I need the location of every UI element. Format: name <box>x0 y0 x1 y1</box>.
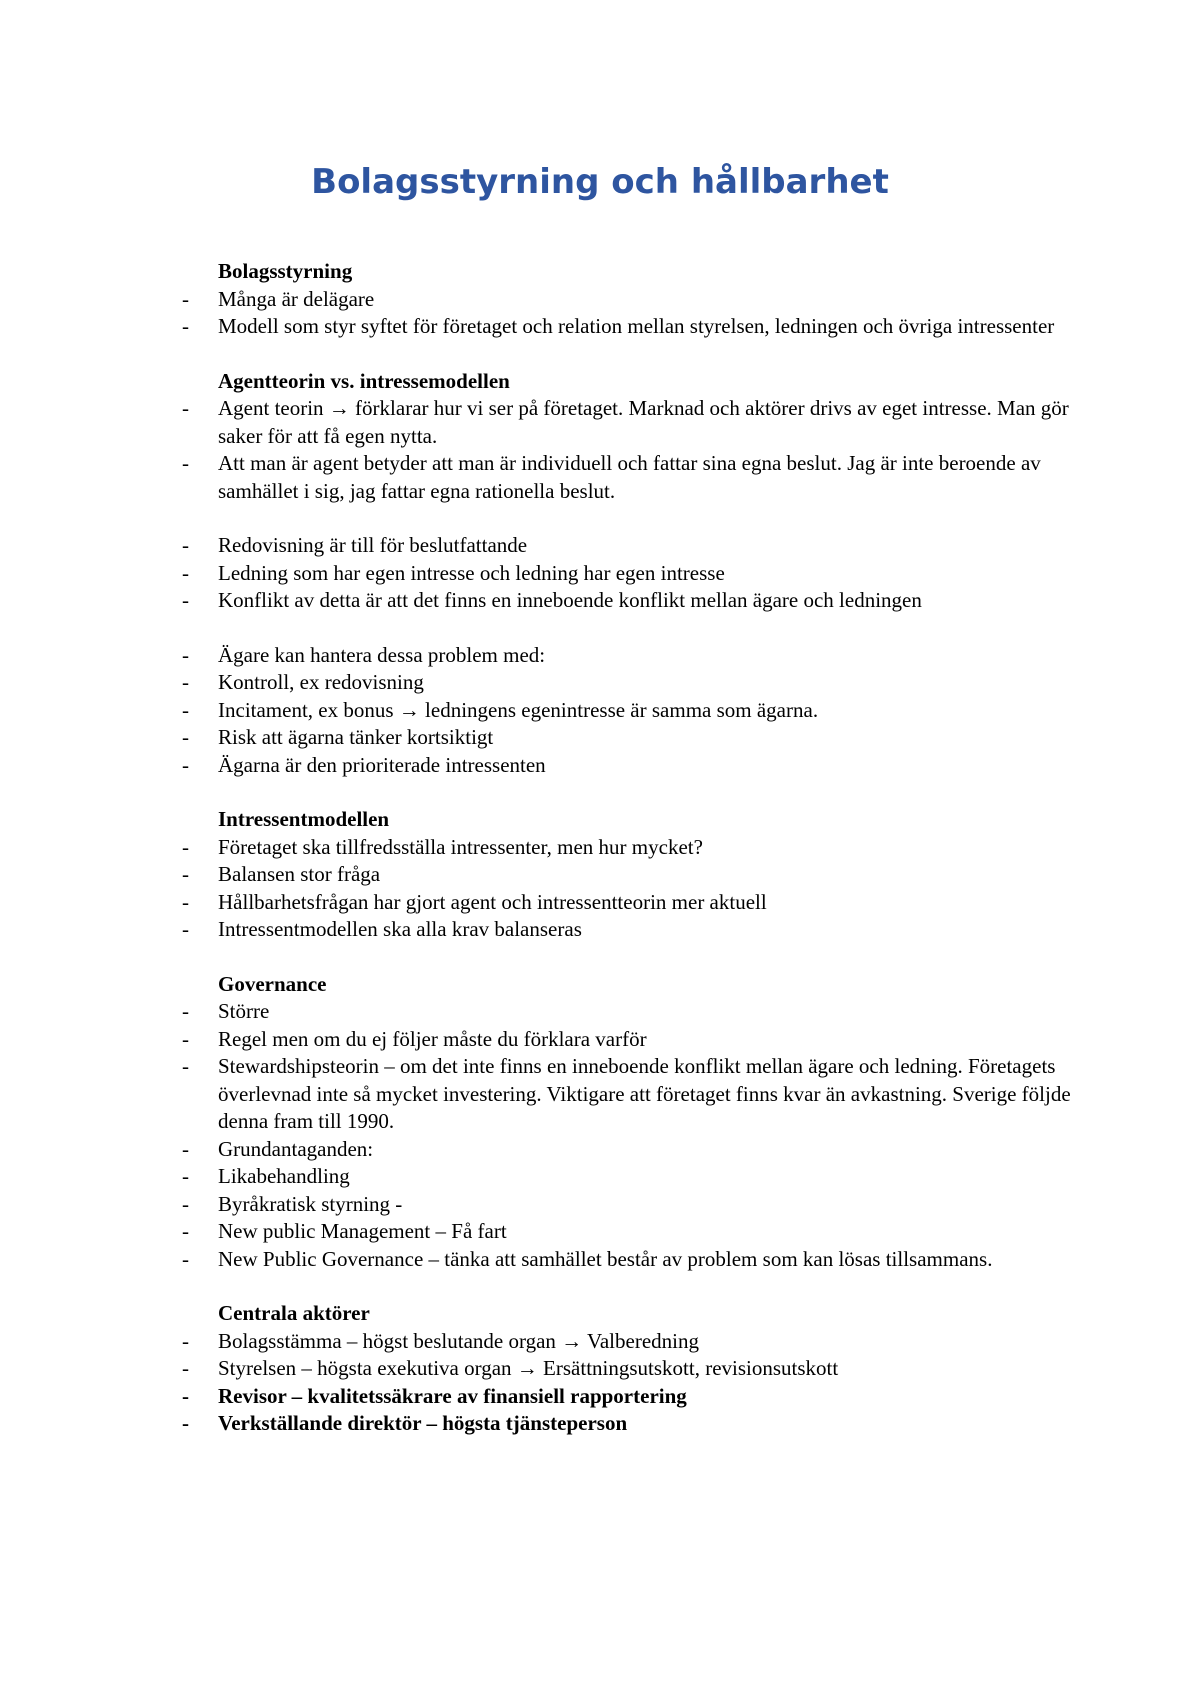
list-item <box>0 1163 1080 1191</box>
list-item <box>0 834 1080 862</box>
list-item-text: Bolagsstämma – högst beslutande organ → Valberedning <box>218 1328 699 1353</box>
dash-bullet: - <box>182 588 189 612</box>
section-redovisning <box>0 532 1200 615</box>
list-item <box>0 587 1080 615</box>
list-item-text: Revisor – kvalitetssäkrare av finansiell rapportering <box>218 1383 687 1408</box>
dash-bullet: - <box>182 314 189 338</box>
list-item <box>0 1383 1080 1411</box>
dash-bullet: - <box>182 1191 189 1216</box>
list-item <box>0 752 1080 780</box>
document-title: Bolagsstyrning och hållbarhet <box>311 162 889 202</box>
dash-bullet: - <box>182 1328 189 1353</box>
dash-bullet: - <box>182 834 189 859</box>
section-intressentmodellen <box>0 806 1200 944</box>
list-item-text: Konflikt av detta är att det finns en inneboende konflikt mellan ägare och ledningen <box>218 588 922 612</box>
list-item <box>0 286 1080 314</box>
dash-bullet: - <box>182 752 189 777</box>
dash-bullet: - <box>182 1026 189 1051</box>
list-item-text: Kontroll, ex redovisning <box>218 670 424 694</box>
section-heading: Centrala aktörer <box>218 1301 370 1325</box>
dash-bullet: - <box>182 1054 189 1078</box>
bullet-list <box>0 1328 1200 1438</box>
bullet-list <box>0 834 1200 944</box>
list-item <box>0 1136 1080 1164</box>
list-item <box>0 1191 1080 1219</box>
dash-bullet: - <box>182 725 189 749</box>
list-item <box>0 889 1080 917</box>
dash-bullet: - <box>182 889 189 914</box>
list-item <box>0 1053 1080 1136</box>
section-agare <box>0 642 1200 780</box>
dash-bullet: - <box>182 1356 189 1380</box>
bullet-list <box>0 642 1200 780</box>
list-item-text: Att man är agent betyder att man är individuell och fattar sina egna beslut. Jag är inte beroende av samhället i sig, jag fattar egna rationella beslut. <box>218 451 1041 503</box>
list-item <box>0 395 1080 450</box>
dash-bullet: - <box>182 917 189 941</box>
section-heading: Agentteorin vs. intressemodellen <box>218 368 510 393</box>
dash-bullet: - <box>182 560 189 585</box>
dash-bullet: - <box>182 999 189 1023</box>
document-body <box>0 258 1200 1465</box>
dash-bullet: - <box>182 1383 189 1408</box>
dash-bullet: - <box>182 1136 189 1161</box>
dash-bullet: - <box>182 451 189 475</box>
section-heading: Bolagsstyrning <box>218 259 353 283</box>
list-item-text: Hållbarhetsfrågan har gjort agent och intressentteorin mer aktuell <box>218 889 767 914</box>
list-item <box>0 313 1080 341</box>
list-item-text: Likabehandling <box>218 1164 350 1188</box>
list-item-text: Modell som styr syftet för företaget och relation mellan styrelsen, ledningen och övriga intressenter <box>218 314 1055 338</box>
list-item <box>0 450 1080 505</box>
dash-bullet: - <box>182 1246 189 1271</box>
list-item-text: Byråkratisk styrning - <box>218 1191 403 1216</box>
list-item-text: Incitament, ex bonus → ledningens egenintresse är samma som ägarna. <box>218 697 819 722</box>
list-item <box>0 1246 1080 1274</box>
dash-bullet: - <box>182 1164 189 1188</box>
list-item <box>0 1355 1080 1383</box>
list-item <box>0 1218 1080 1246</box>
list-item <box>0 724 1080 752</box>
section-governance <box>0 971 1200 1274</box>
list-item-text: Ägarna är den prioriterade intressenten <box>218 752 546 777</box>
dash-bullet: - <box>182 396 189 420</box>
list-item-text: Redovisning är till för beslutfattande <box>218 533 528 557</box>
list-item <box>0 642 1080 670</box>
list-item <box>0 669 1080 697</box>
list-item <box>0 1026 1080 1054</box>
list-item-text: Ägare kan hantera dessa problem med: <box>218 642 546 667</box>
dash-bullet: - <box>182 670 189 694</box>
section-centrala-aktorer <box>0 1300 1200 1438</box>
list-item <box>0 916 1080 944</box>
list-item-text: Företaget ska tillfredsställa intressenter, men hur mycket? <box>218 834 703 859</box>
list-item <box>0 861 1080 889</box>
dash-bullet: - <box>182 862 189 886</box>
bullet-list <box>0 395 1200 505</box>
list-item <box>0 1410 1080 1438</box>
dash-bullet: - <box>182 1219 189 1243</box>
list-item <box>0 998 1080 1026</box>
dash-bullet: - <box>182 697 189 722</box>
list-item-text: Regel men om du ej följer måste du förklara varför <box>218 1026 647 1051</box>
list-item <box>0 1328 1080 1356</box>
dash-bullet: - <box>182 286 189 311</box>
list-item-text: Styrelsen – högsta exekutiva organ → Ersättningsutskott, revisionsutskott <box>218 1356 839 1380</box>
section-heading: Intressentmodellen <box>218 807 390 831</box>
list-item-text: New Public Governance – tänka att samhället består av problem som kan lösas tillsammans. <box>218 1246 993 1271</box>
list-item-text: Agent teorin → förklarar hur vi ser på företaget. Marknad och aktörer drivs av eget intresse. Man gör saker för att få egen nytta. <box>218 396 1069 448</box>
list-item-text: Verkställande direktör – högsta tjänsteperson <box>218 1411 628 1435</box>
list-item-text: Balansen stor fråga <box>218 862 381 886</box>
list-item-text: Intressentmodellen ska alla krav balanseras <box>218 917 582 941</box>
list-item-text: Större <box>218 999 270 1023</box>
list-item-text: Ledning som har egen intresse och ledning har egen intresse <box>218 560 725 585</box>
section-heading: Governance <box>218 971 327 996</box>
list-item <box>0 697 1080 725</box>
bullet-list <box>0 532 1200 615</box>
bullet-list <box>0 286 1200 341</box>
list-item-text: Stewardshipsteorin – om det inte finns en inneboende konflikt mellan ägare och ledning. Företagets överlevnad inte så mycket investering. Viktigare att företaget finns kvar än avkastning. Sverige följde denna fram till 1990. <box>218 1054 1071 1133</box>
list-item-text: Grundantaganden: <box>218 1136 374 1161</box>
list-item-text: Risk att ägarna tänker kortsiktigt <box>218 725 494 749</box>
list-item <box>0 532 1080 560</box>
dash-bullet: - <box>182 533 189 557</box>
section-bolagsstyrning <box>0 258 1200 341</box>
dash-bullet: - <box>182 1411 189 1435</box>
section-agentteorin <box>0 368 1200 506</box>
bullet-list <box>0 998 1200 1273</box>
list-item-text: New public Management – Få fart <box>218 1219 507 1243</box>
dash-bullet: - <box>182 642 189 667</box>
list-item <box>0 560 1080 588</box>
list-item-text: Många är delägare <box>218 286 375 311</box>
